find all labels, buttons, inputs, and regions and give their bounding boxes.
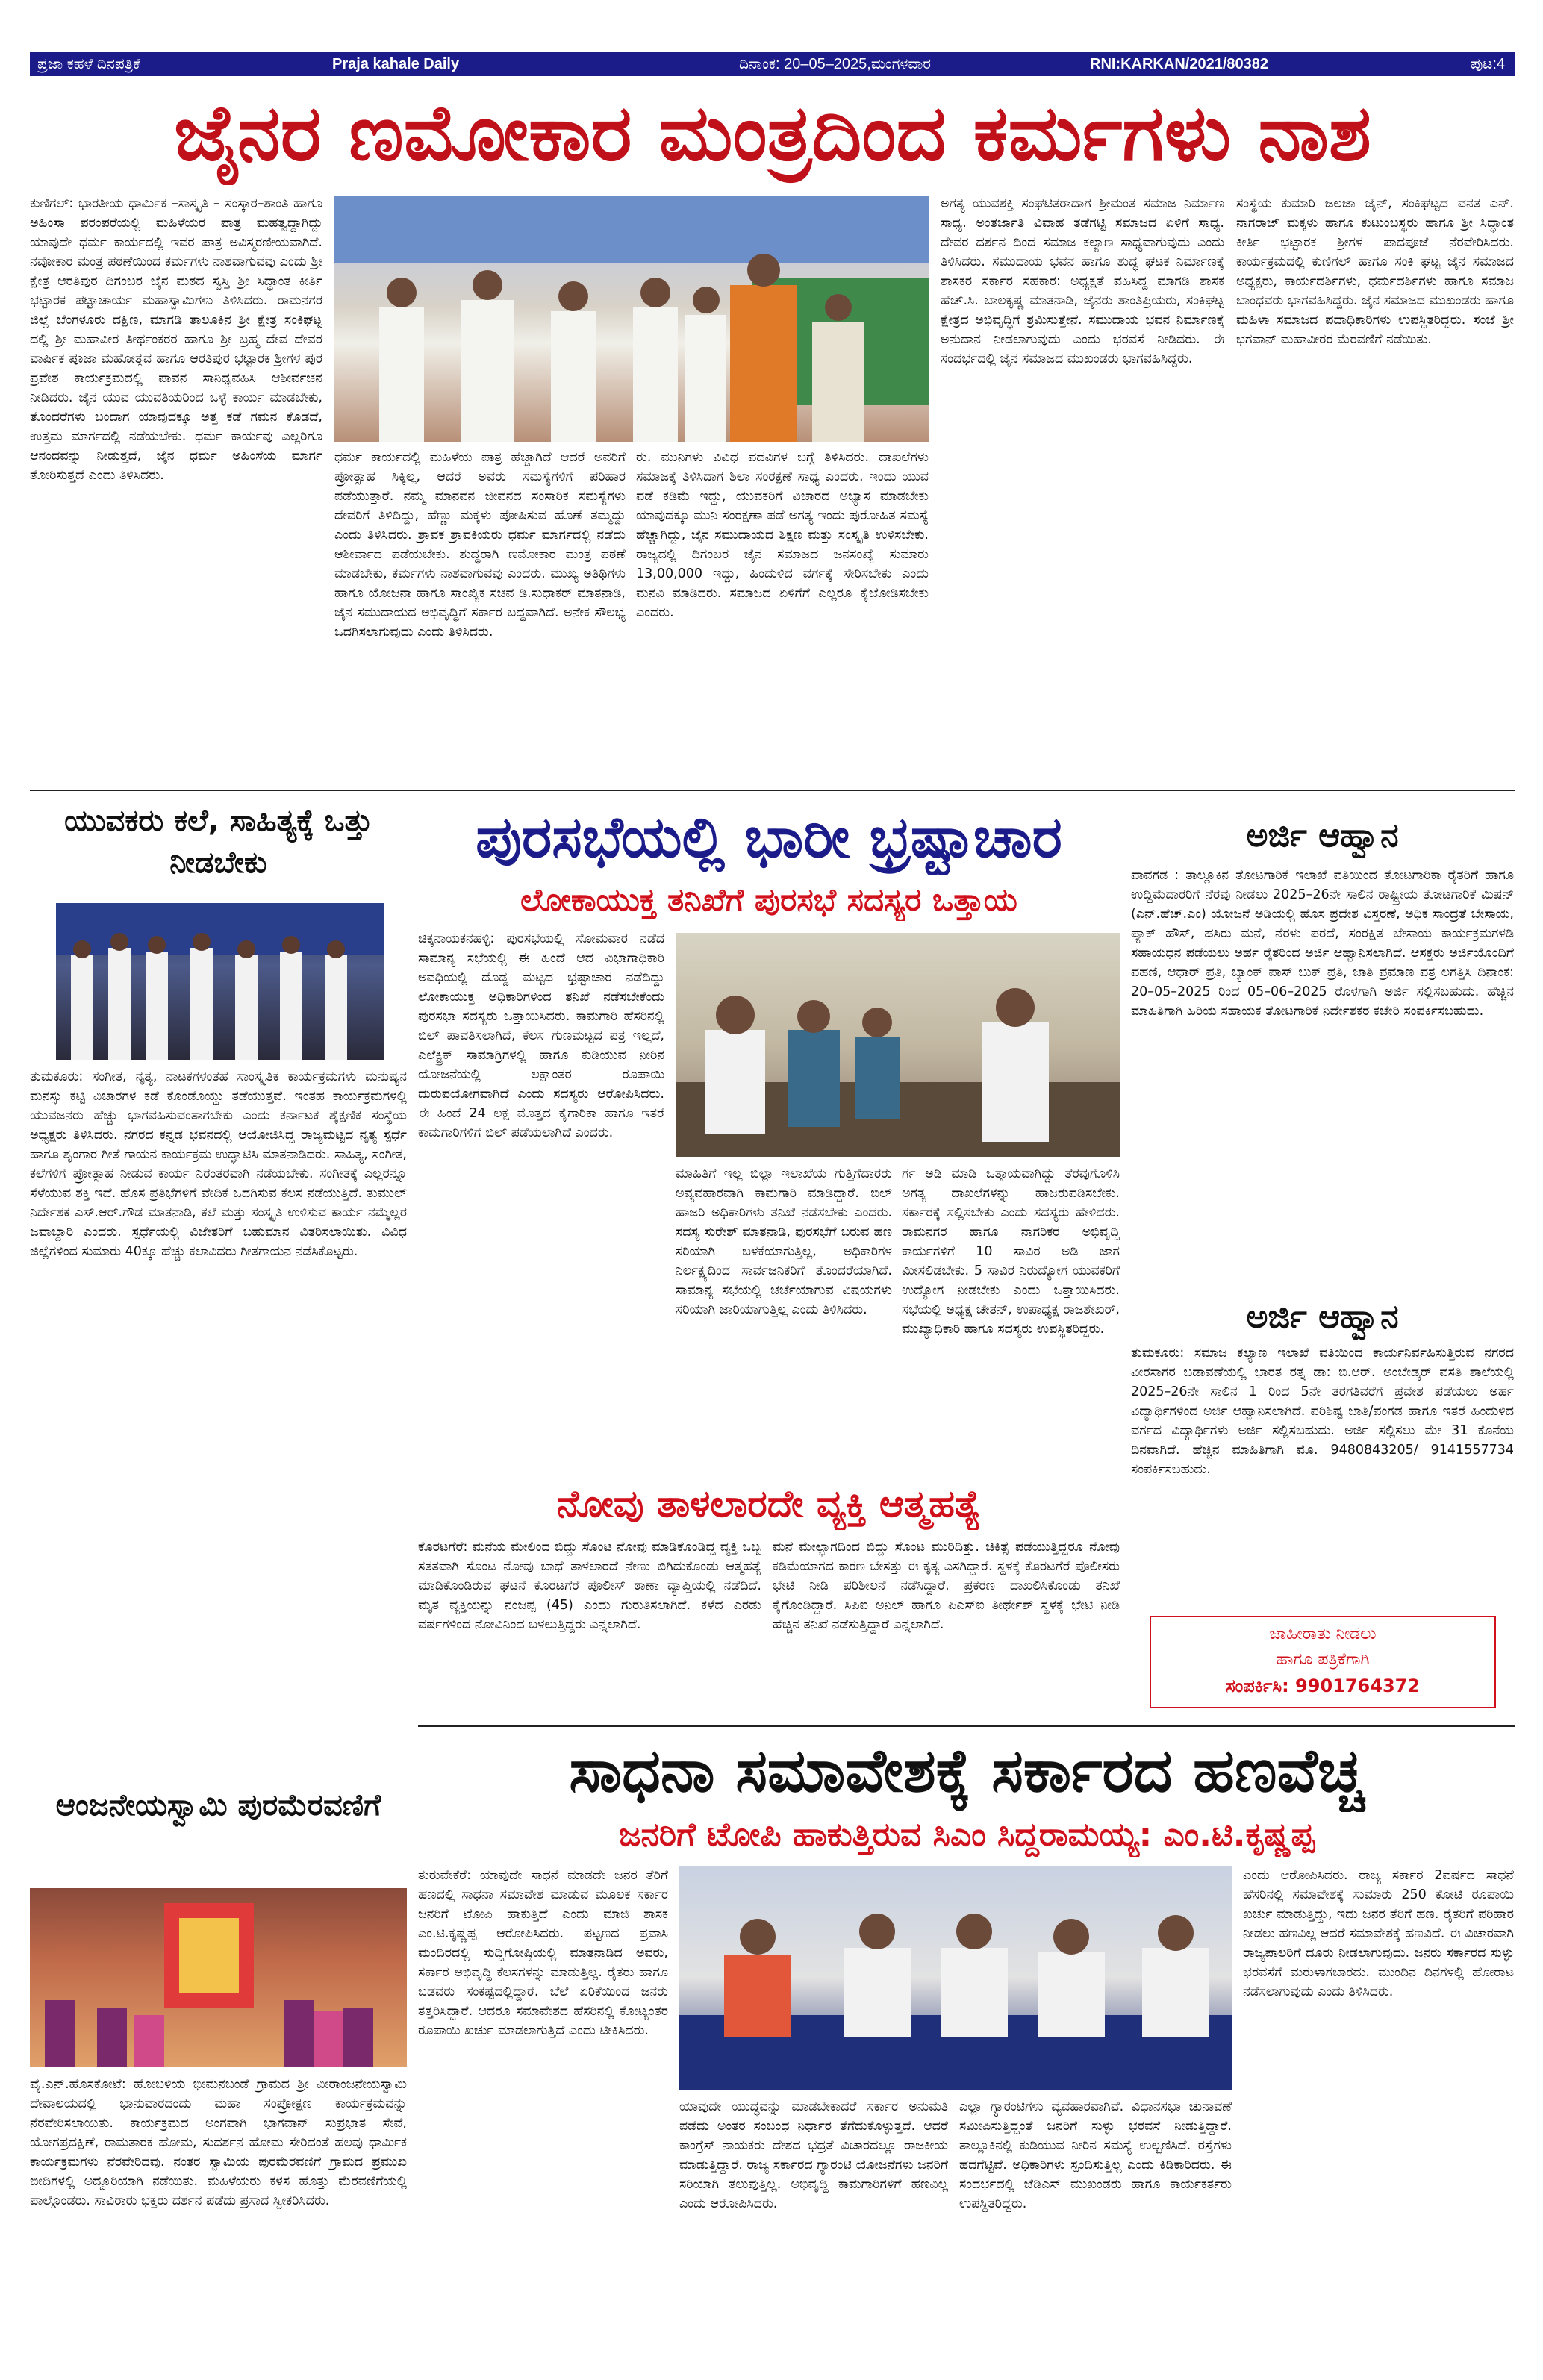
corruption-story-photo bbox=[676, 933, 1120, 1157]
paper-name-kannada: ಪ್ರಜಾ ಕಹಳೆ ದಿನಪತ್ರಿಕೆ bbox=[37, 56, 140, 72]
corruption-story-col2: ಮಾಹಿತಿಗೆ ಇಲ್ಲ ಬಿಲ್ಲಾ ಇಲಾಖೆಯ ಗುತ್ತಿಗೆದಾರರು ಅವ್ಯವಹಾರವಾಗಿ ಕಾಮಗಾರಿ ಮಾಡಿದ್ದಾರೆ. ಬಿಲ್ ಹಾಜರಿ ಅಧಿಕಾರಿಗಳು ತನಿಖೆ ನಡೆಸಬೇಕು ಎಂದರು. ಸದಸ್ಯ ಸುರೇಶ್ ಮಾತನಾಡಿ, ಪುರಸಭೆಗೆ ಬರುವ ಹಣ ಸರಿಯಾಗಿ ಬಳಕೆಯಾಗುತ್ತಿಲ್ಲ, ಅಧಿಕಾರಿಗಳ ನಿರ್ಲಕ್ಷ್ಯದಿಂದ ಸಾರ್ವಜನಿಕರಿಗೆ ತೊಂದರೆಯಾಗಿದೆ. ಸಾಮಾನ್ಯ ಸಭೆಯಲ್ಲಿ ಚರ್ಚೆಯಾಗುವ ವಿಷಯಗಳು ಸರಿಯಾಗಿ ಜಾರಿಯಾಗುತ್ತಿಲ್ಲ ಎಂದು ತಿಳಿಸಿದರು. bbox=[676, 1166, 892, 1317]
page-number: ಪುಟ:4 bbox=[1471, 56, 1506, 72]
main-story-col3: ರು. ಮುನಿಗಳು ವಿವಿಧ ಪದವಿಗಳ ಬಗ್ಗೆ ತಿಳಿಸಿದರು. ದಾಖಲೆಗಳು ಸಮಾಜಕ್ಕೆ ತಿಳಿಸಿದಾಗ ಶಿಲಾ ಸಂರಕ್ಷಣೆ ಸಾಧ್ಯ ಎಂದರು. ಇಂದು ಯುವ ಪಡೆ ಕಡಿಮೆ ಇದ್ದು, ಯುವಕರಿಗೆ ವಿಚಾರದ ಅಭ್ಯಾಸ ಮಾಡಬೇಕು ಯಾವುದಕ್ಕೂ ಮುನಿ ಸಂರಕ್ಷಣಾ ಪಡೆ ಅಗತ್ಯ ಇಂದು ಪುರೋಹಿತ ಸಮಸ್ಯೆ ಹೆಚ್ಚಾಗಿದ್ದು, ಜೈನ ಸಮುದಾಯದ ಶಿಕ್ಷಣ ಮತ್ತು ಸಂಸ್ಕೃತಿ ಉಳಿಸಬೇಕು. ರಾಜ್ಯದಲ್ಲಿ ದಿಗಂಬರ ಜೈನ ಸಮಾಜದ ಜನಸಂಖ್ಯೆ ಸುಮಾರು 13,00,000 ಇದ್ದು, ಹಿಂದುಳಿದ ವರ್ಗಕ್ಕೆ ಸೇರಿಸಬೇಕು ಎಂದು ಮನವಿ ಮಾಡಿದರು. ಸಮಾಜದ ಏಳಿಗೆಗೆ ಎಲ್ಲರೂ ಕೈಜೋಡಿಸಬೇಕು ಎಂದರು. bbox=[636, 450, 929, 620]
notice1-title: ಅರ್ಜಿ ಆಹ್ವಾನ bbox=[1246, 816, 1399, 855]
corruption-story-headline: ಪುರಸಭೆಯಲ್ಲಿ ಭಾರೀ ಭ್ರಷ್ಟಾಚಾರ bbox=[476, 804, 1062, 870]
press-meet-photo-image bbox=[679, 1866, 1232, 2090]
main-headline: ಜೈನರ ಣಮೋಕಾರ ಮಂತ್ರದಿಂದ ಕರ್ಮಗಳು ನಾಶ bbox=[174, 87, 1371, 178]
suicide-story-col2: ಮನೆ ಮೇಲ್ಭಾಗದಿಂದ ಬಿದ್ದು ಸೊಂಟ ಮುರಿದಿತ್ತು. ಚಿಕಿತ್ಸೆ ಪಡೆಯುತ್ತಿದ್ದರೂ ನೋವು ಕಡಿಮೆಯಾಗದ ಕಾರಣ ಬೇಸತ್ತು ಈ ಕೃತ್ಯ ಎಸಗಿದ್ದಾರೆ. ಸ್ಥಳಕ್ಕೆ ಕೊರಟಗೆರೆ ಪೊಲೀಸರು ಭೇಟಿ ನೀಡಿ ಪರಿಶೀಲನೆ ನಡೆಸಿದ್ದಾರೆ. ಪ್ರಕರಣ ದಾಖಲಿಸಿಕೊಂಡು ತನಿಖೆ ಕೈಗೊಂಡಿದ್ದಾರೆ. ಸಿಪಿಐ ಅನಿಲ್ ಹಾಗೂ ಪಿಎಸ್ಐ ತೀರ್ಥೇಶ್ ಸ್ಥಳಕ್ಕೆ ಭೇಟಿ ನೀಡಿ ಹೆಚ್ಚಿನ ತನಿಖೆ ನಡೆಸುತ್ತಿದ್ದಾರೆ ಎನ್ನಲಾಗಿದೆ. bbox=[773, 1540, 1120, 1632]
govt-story-photo bbox=[679, 1866, 1232, 2090]
main-story-photo bbox=[334, 196, 929, 442]
notice2-text: ತುಮಕೂರು: ಸಮಾಜ ಕಲ್ಯಾಣ ಇಲಾಖೆ ವತಿಯಿಂದ ಕಾರ್ಯನಿರ್ವಹಿಸುತ್ತಿರುವ ನಗರದ ವೀರಸಾಗರ ಬಡಾವಣೆಯಲ್ಲಿ ಭಾರತ ರತ್ನ ಡಾ: ಬಿ.ಆರ್. ಅಂಬೇಡ್ಕರ್ ವಸತಿ ಶಾಲೆಯಲ್ಲಿ 2025–26ನೇ ಸಾಲಿನ 1 ರಿಂದ 5ನೇ ತರಗತಿವರೆಗೆ ಪ್ರವೇಶ ಪಡೆಯಲು ಅರ್ಹ ವಿದ್ಯಾರ್ಥಿಗಳಿಂದ ಅರ್ಜಿ ಆಹ್ವಾನಿಸಲಾಗಿದೆ. ಪರಿಶಿಷ್ಟ ಜಾತಿ/ಪಂಗಡ ಹಾಗೂ ಇತರೆ ಹಿಂದುಳಿದ ವರ್ಗದ ವಿದ್ಯಾರ್ಥಿಗಳು ಅರ್ಜಿ ಸಲ್ಲಿಸಬಹುದು. ಅರ್ಜಿ ಸಲ್ಲಿಸಲು ಮೇ 31 ಕೊನೆಯ ದಿನವಾಗಿದೆ. ಹೆಚ್ಚಿನ ಮಾಹಿತಿಗಾಗಿ ಮೊ. 9480843205/ 9141557734 ಸಂಪರ್ಕಿಸಬಹುದು. bbox=[1131, 1346, 1514, 1477]
stage-photo-image bbox=[56, 903, 384, 1060]
anjaneya-story-headline: ಆಂಜನೇಯಸ್ವಾಮಿ ಪುರಮೆರವಣಿಗೆ bbox=[55, 1788, 381, 1823]
corruption-story-subhead: ಲೋಕಾಯುಕ್ತ ತನಿಖೆಗೆ ಪುರಸಭೆ ಸದಸ್ಯರ ಒತ್ತಾಯ bbox=[520, 881, 1017, 918]
youth-story-photo bbox=[56, 903, 384, 1060]
youth-headline-text: ಯುವಕರು ಕಲೆ, ಸಾಹಿತ್ಯಕ್ಕೆ ಒತ್ತು ನೀಡಬೇಕು bbox=[64, 804, 372, 880]
main-story-col2: ಧರ್ಮ ಕಾರ್ಯದಲ್ಲಿ ಮಹಿಳೆಯ ಪಾತ್ರ ಹೆಚ್ಚಾಗಿದೆ ಆದರೆ ಅವರಿಗೆ ಪ್ರೋತ್ಸಾಹ ಸಿಕ್ಕಿಲ್ಲ, ಆದರೆ ಅವರು ಸಮಸ್ಯೆಗಳಿಗೆ ಪರಿಹಾರ ಪಡೆಯುತ್ತಾರೆ. ನಮ್ಮ ಮಾನವನ ಜೀವನದ ಸಂಸಾರಿಕ ಸಮಸ್ಯೆಗಳು ದೇವರಿಗೆ ತಿಳಿದಿದ್ದು, ಹೆಣ್ಣು ಮಕ್ಕಳು ಪೋಷಿಸುವ ಹೊಣೆ ತಮ್ಮದ್ದು ಎಂದು ತಿಳಿಸಿದರು. ಶ್ರಾವಕ ಶ್ರಾವಕಿಯರು ಧರ್ಮ ಮಾರ್ಗದಲ್ಲಿ ನಡೆದು ಆಶೀರ್ವಾದ ಪಡೆಯಬೇಕು. ಶುದ್ಧರಾಗಿ ಣಮೋಕಾರ ಮಂತ್ರ ಪಠಣೆ ಮಾಡಬೇಕು, ಕರ್ಮಗಳು ನಾಶವಾಗುವವು ಎಂದರು. ಮುಖ್ಯ ಅತಿಥಿಗಳು ಹಾಗೂ ಯೋಜನಾ ಹಾಗೂ ಸಾಂಖ್ಯಿಕ ಸಚಿವ ಡಿ.ಸುಧಾಕರ್ ಮಾತನಾಡಿ, ಜೈನ ಸಮುದಾಯದ ಅಭಿವೃದ್ಧಿಗೆ ಸರ್ಕಾರ ಬದ್ಧವಾಗಿದೆ. ಅನೇಕ ಸೌಲಭ್ಯ ಒದಗಿಸಲಾಗುವುದು ಎಂದು ತಿಳಿಸಿದರು. bbox=[334, 450, 626, 640]
paper-name: Praja kahale Daily bbox=[332, 56, 460, 72]
council-meeting-photo-image bbox=[676, 933, 1120, 1157]
govt-story-subhead: ಜನರಿಗೆ ಟೋಪಿ ಹಾಕುತ್ತಿರುವ ಸಿಎಂ ಸಿದ್ದರಾಮಯ್ಯ: ಎಂ.ಟಿ.ಕೃಷ್ಣಪ್ಪ bbox=[618, 1816, 1315, 1854]
main-story-col4: ಅಗತ್ಯ ಯುವಶಕ್ತಿ ಸಂಘಟಿತರಾದಾಗ ಶ್ರೀಮಂತ ಸಮಾಜ ನಿರ್ಮಾಣ ಸಾಧ್ಯ. ಅಂತರ್ಜಾತಿ ವಿವಾಹ ತಡೆಗಟ್ಟಿ ಸಮಾಜದ ಏಳಿಗೆ ಸಾಧ್ಯ. ದೇವರ ದರ್ಶನ ದಿಂದ ಸಮಾಜ ಕಲ್ಯಾಣ ಸಾಧ್ಯವಾಗುವುದು ಎಂದು ತಿಳಿಸಿದರು. ಸಮುದಾಯ ಭವನ ಹಾಗೂ ಶುದ್ಧ ಘಟಕ ನಿರ್ಮಾಣಕ್ಕೆ ಶಾಸಕರ ಸರ್ಕಾರ ಸಹಕಾರ: ಅಧ್ಯಕ್ಷತೆ ವಹಿಸಿದ್ದ ಮಾಗಡಿ ಶಾಸಕ ಹೆಚ್.ಸಿ. ಬಾಲಕೃಷ್ಣ ಮಾತನಾಡಿ, ಜೈನರು ಶಾಂತಿಪ್ರಿಯರು, ಸಂಕಿಘಟ್ಟ ಕ್ಷೇತ್ರದ ಅಭಿವೃದ್ಧಿಗೆ ಶ್ರಮಿಸುತ್ತೇನೆ. ಸಮುದಾಯ ಭವನ ನಿರ್ಮಾಣಕ್ಕೆ ಅನುದಾನ ನೀಡಲಾಗುವುದು ಎಂದು ಭರವಸೆ ನೀಡಿದರು. ಈ ಸಂದರ್ಭದಲ್ಲಿ ಜೈನ ಸಮಾಜದ ಮುಖಂಡರು ಭಾಗವಹಿಸಿದ್ದರು. bbox=[941, 196, 1224, 366]
divider-rule bbox=[30, 790, 1515, 791]
anjaneya-story-photo bbox=[30, 1888, 407, 2067]
corruption-story-col3: ರ್ಗ ಅಡಿ ಮಾಡಿ ಒತ್ತಾಯವಾಗಿದ್ದು ತೆರವುಗೊಳಿಸಿ ಅಗತ್ಯ ದಾಖಲೆಗಳನ್ನು ಹಾಜರುಪಡಿಸಬೇಕು. ಸರ್ಕಾರಕ್ಕೆ ಸಲ್ಲಿಸಬೇಕು ಎಂದು ಸದಸ್ಯರು ಹೇಳಿದರು. ರಾಮನಗರ ಹಾಗೂ ನಾಗರಿಕರ ಅಭಿವೃದ್ಧಿ ಕಾರ್ಯಗಳಿಗೆ 10 ಸಾವಿರ ಅಡಿ ಜಾಗ ಮೀಸಲಿಡಬೇಕು. 5 ಸಾವಿರ ನಿರುದ್ಯೋಗ ಯುವಕರಿಗೆ ಉದ್ಯೋಗ ನೀಡಬೇಕು ಎಂದು ಒತ್ತಾಯಿಸಿದರು. ಸಭೆಯಲ್ಲಿ ಅಧ್ಯಕ್ಷ ಚೇತನ್, ಉಪಾಧ್ಯಕ್ಷ ರಾಜಶೇಖರ್, ಮುಖ್ಯಾಧಿಕಾರಿ ಹಾಗೂ ಸದಸ್ಯರು ಉಪಸ್ಥಿತರಿದ್ದರು. bbox=[902, 1166, 1120, 1337]
issue-date: ದಿನಾಂಕ: 20–05–2025,ಮಂಗಳವಾರ bbox=[739, 56, 931, 72]
notice2-title: ಅರ್ಜಿ ಆಹ್ವಾನ bbox=[1246, 1298, 1399, 1336]
promo-phone: ಸಂಪರ್ಕಿಸಿ: 9901764372 bbox=[1225, 1675, 1421, 1696]
main-story-col5: ಸಂಸ್ಥೆಯ ಕುಮಾರಿ ಜಲಜಾ ಜೈನ್, ಸಂಕಿಘಟ್ಟದ ವನತ ಎನ್. ನಾಗರಾಜ್ ಮಕ್ಕಳು ಹಾಗೂ ಕುಟುಂಬಸ್ಥರು ಹಾಗೂ ಶ್ರೀ ಸಿದ್ಧಾಂತ ಕೀರ್ತಿ ಭಟ್ಟಾರಕ ಶ್ರೀಗಳ ಪಾದಪೂಜೆ ನೆರವೇರಿಸಿದರು. ಕಾರ್ಯಕ್ರಮದಲ್ಲಿ ಕುಣಿಗಲ್ ಹಾಗೂ ಸಂಕಿ ಘಟ್ಟ ಜೈನ ಸಮಾಜದ ಅಧ್ಯಕ್ಷರು, ಕಾರ್ಯದರ್ಶಿಗಳು, ಧರ್ಮದರ್ಶಿಗಳು ಹಾಗೂ ಸಮಾಜ ಬಾಂಧವರು ಭಾಗವಹಿಸಿದ್ದರು. ಜೈನ ಸಮಾಜದ ಮುಖಂಡರು ಹಾಗೂ ಮಹಿಳಾ ಸಮಾಜದ ಪದಾಧಿಕಾರಿಗಳು ಉಪಸ್ಥಿತರಿದ್ದರು. ಸಂಜೆ ಶ್ರೀ ಭಗವಾನ್ ಮಹಾವೀರರ ಮೆರವಣಿಗೆ ನಡೆಯಿತು. bbox=[1236, 196, 1514, 347]
promo-line1: ಜಾಹೀರಾತು ನೀಡಲು bbox=[1269, 1625, 1377, 1643]
suicide-story-col1: ಕೊರಟಗೆರೆ: ಮನೆಯ ಮೇಲಿಂದ ಬಿದ್ದು ಸೊಂಟ ನೋವು ಮಾಡಿಕೊಂಡಿದ್ದ ವ್ಯಕ್ತಿ ಒಬ್ಬ ಸತತವಾಗಿ ಸೊಂಟ ನೋವು ಬಾಧೆ ತಾಳಲಾರದೆ ನೇಣು ಬಿಗಿದುಕೊಂಡು ಆತ್ಮಹತ್ಯೆ ಮಾಡಿಕೊಂಡಿರುವ ಘಟನೆ ಕೊರಟಗೆರೆ ಪೊಲೀಸ್ ಠಾಣಾ ವ್ಯಾಪ್ತಿಯಲ್ಲಿ ನಡೆದಿದೆ. ಮೃತ ವ್ಯಕ್ತಿಯನ್ನು ನಂಜಪ್ಪ (45) ಎಂದು ಗುರುತಿಸಲಾಗಿದೆ. ಕಳೆದ ಎರಡು ವರ್ಷಗಳಿಂದ ನೋವಿನಿಂದ ಬಳಲುತ್ತಿದ್ದರು ಎನ್ನಲಾಗಿದೆ. bbox=[418, 1540, 761, 1632]
govt-story-col2: ಯಾವುದೇ ಯುದ್ಧವನ್ನು ಮಾಡಬೇಕಾದರೆ ಸರ್ಕಾರ ಅನುಮತಿ ಪಡೆದು ಅಂತರ ಸಂಬಂಧ ನಿರ್ಧಾರ ತೆಗೆದುಕೊಳ್ಳುತ್ತದೆ. ಆದರೆ ಕಾಂಗ್ರೆಸ್ ನಾಯಕರು ದೇಶದ ಭದ್ರತೆ ವಿಚಾರದಲ್ಲೂ ರಾಜಕೀಯ ಮಾಡುತ್ತಿದ್ದಾರೆ. ರಾಜ್ಯ ಸರ್ಕಾರದ ಗ್ಯಾರಂಟಿ ಯೋಜನೆಗಳು ಜನರಿಗೆ ಸರಿಯಾಗಿ ತಲುಪುತ್ತಿಲ್ಲ. ಅಭಿವೃದ್ಧಿ ಕಾಮಗಾರಿಗಳಿಗೆ ಹಣವಿಲ್ಲ ಎಂದು ಆರೋಪಿಸಿದರು. bbox=[679, 2099, 948, 2211]
govt-story-col1: ತುರುವೇಕೆರೆ: ಯಾವುದೇ ಸಾಧನೆ ಮಾಡದೇ ಜನರ ತೆರಿಗೆ ಹಣದಲ್ಲಿ ಸಾಧನಾ ಸಮಾವೇಶ ಮಾಡುವ ಮೂಲಕ ಸರ್ಕಾರ ಜನರಿಗೆ ಟೋಪಿ ಹಾಕುತ್ತಿದೆ ಎಂದು ಮಾಜಿ ಶಾಸಕ ಎಂ.ಟಿ.ಕೃಷ್ಣಪ್ಪ ಆರೋಪಿಸಿದರು. ಪಟ್ಟಣದ ಪ್ರವಾಸಿ ಮಂದಿರದಲ್ಲಿ ಸುದ್ದಿಗೋಷ್ಠಿಯಲ್ಲಿ ಮಾತನಾಡಿದ ಅವರು, ಸರ್ಕಾರ ಅಭಿವೃದ್ಧಿ ಕೆಲಸಗಳನ್ನು ಮಾಡುತ್ತಿಲ್ಲ. ರೈತರು ಹಾಗೂ ಬಡವರು ಸಂಕಷ್ಟದಲ್ಲಿದ್ದಾರೆ. ಬೆಲೆ ಏರಿಕೆಯಿಂದ ಜನರು ತತ್ತರಿಸಿದ್ದಾರೆ. ಆದರೂ ಸಮಾವೇಶದ ಹೆಸರಿನಲ್ಲಿ ಕೋಟ್ಯಂತರ ರೂಪಾಯಿ ಖರ್ಚು ಮಾಡಲಾಗುತ್ತಿದೆ ಎಂದು ಟೀಕಿಸಿದರು. bbox=[418, 1868, 668, 2038]
main-story-col1: ಕುಣಿಗಲ್: ಭಾರತೀಯ ಧಾರ್ಮಿಕ –ಸಾಸ್ಕೃತಿ – ಸಂಸ್ಕಾರ–ಶಾಂತಿ ಹಾಗೂ ಅಹಿಂಸಾ ಪರಂಪರೆಯಲ್ಲಿ ಮಹಿಳೆಯರ ಪಾತ್ರ ಮಹತ್ವದ್ದಾಗಿದ್ದು ಯಾವುದೇ ಧರ್ಮ ಕಾರ್ಯದಲ್ಲಿ ಇವರ ಪಾತ್ರ ಅವಿಸ್ಮರಣೀಯವಾಗಿದೆ. ನವೋಕಾರ ಮಂತ್ರ ಪಠಣೆಯಿಂದ ಕರ್ಮಗಳು ನಾಶವಾಗುವವು ಎಂದು ಶ್ರೀ ಕ್ಷೇತ್ರ ಆರತಿಪುರ ದಿಗಂಬರ ಜೈನ ಮಠದ ಸ್ವಸ್ತಿ ಶ್ರೀ ಸಿದ್ಧಾಂತ ಕೀರ್ತಿ ಭಟ್ಟಾರಕ ಪಟ್ಟಾಚಾರ್ಯ ಮಹಾಸ್ವಾಮಿಗಳು ತಿಳಿಸಿದರು. ರಾಮನಗರ ಜಿಲ್ಲೆ ಬೆಂಗಳೂರು ದಕ್ಷಿಣ, ಮಾಗಡಿ ತಾಲೂಕಿನ ಶ್ರೀ ಕ್ಷೇತ್ರ ಸಂಕಿಘಟ್ಟ ದಲ್ಲಿ ಶ್ರೀ ಮಹಾವೀರ ತೀರ್ಥಂಕರರ ಹಾಗೂ ಶ್ರೀ ಬ್ರಹ್ಮ ದೇವ ದೇವರ ವಾರ್ಷಿಕ ಪೂಜಾ ಮಹೋತ್ಸವ ಹಾಗೂ ಆರತಿಪುರ ಭಟ್ಟಾರಕ ಶ್ರೀಗಳ ಪುರ ಪ್ರವೇಶ ಕಾರ್ಯಕ್ರಮದಲ್ಲಿ ಪಾವನ ಸಾನಿಧ್ಯವಹಿಸಿ ಆಶೀರ್ವಚನ ನೀಡಿದರು. ಜೈನ ಯುವ ಯುವತಿಯರಿಂದ ಒಳ್ಳೆ ಕಾರ್ಯ ಮಾಡಬೇಕು, ತೊಂದರೆಗಳು ಬಂದಾಗ ಯಾವುದಕ್ಕೂ ಅತ್ತ ಕಡೆ ಗಮನ ಕೊಡದೆ, ಉತ್ತಮ ಮಾರ್ಗದಲ್ಲಿ ನಡೆಯಬೇಕು. ಧರ್ಮ ಕಾರ್ಯವು ಎಲ್ಲರಿಗೂ ಆನಂದವನ್ನು ನೀಡುತ್ತದೆ, ಜೈನ ಧರ್ಮ ಅಹಿಂಸೆಯ ಮಾರ್ಗ ತೋರಿಸುತ್ತದೆ ಎಂದು ತಿಳಿಸಿದರು. bbox=[30, 196, 322, 483]
corruption-story-col1: ಚಿಕ್ಕನಾಯಕನಹಳ್ಳಿ: ಪುರಸಭೆಯಲ್ಲಿ ಸೋಮವಾರ ನಡೆದ ಸಾಮಾನ್ಯ ಸಭೆಯಲ್ಲಿ ಈ ಹಿಂದೆ ಆದ ವಿಭಾಗಾಧಿಕಾರಿ ಅವಧಿಯಲ್ಲಿ ದೊಡ್ಡ ಮಟ್ಟದ ಭ್ರಷ್ಟಾಚಾರ ನಡೆದಿದ್ದು ಲೋಕಾಯುಕ್ತ ಅಧಿಕಾರಿಗಳಿಂದ ತನಿಖೆ ನಡೆಸಬೇಕೆಂದು ಪುರಸಭಾ ಸದಸ್ಯರು ಒತ್ತಾಯಿಸಿದರು. ಕಾಮಗಾರಿ ಹೆಸರಿನಲ್ಲಿ ಬಿಲ್ ಪಾವತಿಸಲಾಗಿದೆ, ಕೆಲಸ ಗುಣಮಟ್ಟದ ಪತ್ರ ಇಲ್ಲದೆ, ಎಲೆಕ್ಟ್ರಿಕ್ ಸಾಮಾಗ್ರಿಗಳಲ್ಲಿ ಹಾಗೂ ಕುಡಿಯುವ ನೀರಿನ ಯೋಜನೆಯಲ್ಲಿ ಲಕ್ಷಾಂತರ ರೂಪಾಯಿ ದುರುಪಯೋಗವಾಗಿದೆ ಎಂದು ಸದಸ್ಯರು ಆರೋಪಿಸಿದರು. ಈ ಹಿಂದೆ 24 ಲಕ್ಷ ಮೊತ್ತದ ಕೈಗಾರಿಕಾ ಹಾಗೂ ಇತರೆ ಕಾಮಗಾರಿಗಳಿಗೆ ಬಿಲ್ ಪಡೆಯಲಾಗಿದೆ ಎಂದರು. bbox=[418, 931, 664, 1140]
govt-story-col3: ಎಲ್ಲಾ ಗ್ಯಾರಂಟಿಗಳು ವ್ಯವಹಾರವಾಗಿವೆ. ವಿಧಾನಸಭಾ ಚುನಾವಣೆ ಸಮೀಪಿಸುತ್ತಿದ್ದಂತೆ ಜನರಿಗೆ ಸುಳ್ಳು ಭರವಸೆ ನೀಡುತ್ತಿದ್ದಾರೆ. ತಾಲ್ಲೂಕಿನಲ್ಲಿ ಕುಡಿಯುವ ನೀರಿನ ಸಮಸ್ಯೆ ಉಲ್ಬಣಿಸಿದೆ. ರಸ್ತೆಗಳು ಹದಗೆಟ್ಟಿವೆ. ಅಧಿಕಾರಿಗಳು ಸ್ಪಂದಿಸುತ್ತಿಲ್ಲ ಎಂದು ಕಿಡಿಕಾರಿದರು. ಈ ಸಂದರ್ಭದಲ್ಲಿ ಜೆಡಿಎಸ್ ಮುಖಂಡರು ಹಾಗೂ ಕಾರ್ಯಕರ್ತರು ಉಪಸ್ಥಿತರಿದ್ದರು. bbox=[959, 2099, 1232, 2211]
youth-story-headline bbox=[30, 800, 407, 884]
procession-photo-image bbox=[30, 1888, 407, 2067]
anjaneya-story-text: ವೈ.ಎನ್.ಹೊಸಕೋಟೆ: ಹೋಬಳಿಯ ಭೀಮನಬಂಡೆ ಗ್ರಾಮದ ಶ್ರೀ ವೀರಾಂಜನೇಯಸ್ವಾಮಿ ದೇವಾಲಯದಲ್ಲಿ ಭಾನುವಾರದಂದು ಮಹಾ ಸಂಪ್ರೋಕ್ಷಣ ಕಾರ್ಯಕ್ರಮವನ್ನು ನೆರವೇರಿಸಲಾಯಿತು. ಕಾರ್ಯಕ್ರಮದ ಅಂಗವಾಗಿ ಭಾಗವಾನ್ ಸುಪ್ರಭಾತ ಸೇವೆ, ಯೋಗಪ್ರದಕ್ಷಿಣೆ, ರಾಮತಾರಕ ಹೋಮ, ಸುದರ್ಶನ ಹೋಮ ಸೇರಿದಂತೆ ಹಲವು ಧಾರ್ಮಿಕ ಕಾರ್ಯಕ್ರಮಗಳು ನೆರವೇರಿದವು. ನಂತರ ಸ್ವಾಮಿಯ ಪುರಮೆರವಣಿಗೆ ಗ್ರಾಮದ ಪ್ರಮುಖ ಬೀದಿಗಳಲ್ಲಿ ಅದ್ದೂರಿಯಾಗಿ ನಡೆಯಿತು. ಮಹಿಳೆಯರು ಕಳಸ ಹೊತ್ತು ಮೆರವಣಿಗೆಯಲ್ಲಿ ಪಾಲ್ಗೊಂಡರು. ಸಾವಿರಾರು ಭಕ್ತರು ದರ್ಶನ ಪಡೆದು ಪ್ರಸಾದ ಸ್ವೀಕರಿಸಿದರು. bbox=[30, 2077, 407, 2208]
suicide-story-headline: ನೋವು ತಾಳಲಾರದೇ ವ್ಯಕ್ತಿ ಆತ್ಮಹತ್ಯೆ bbox=[556, 1482, 982, 1525]
notice1-text: ಪಾವಗಡ : ತಾಲ್ಲೂಕಿನ ತೋಟಗಾರಿಕೆ ಇಲಾಖೆ ವತಿಯಿಂದ ತೋಟಗಾರಿಕಾ ರೈತರಿಗೆ ಹಾಗೂ ಉದ್ದಿಮೆದಾರರಿಗೆ ನೆರವು ನೀಡಲು 2025–26ನೇ ಸಾಲಿನ ರಾಷ್ಟ್ರೀಯ ತೋಟಗಾರಿಕೆ ಮಿಷನ್ (ಎನ್.ಹೆಚ್.ಎಂ) ಯೋಜನೆ ಅಡಿಯಲ್ಲಿ ಹೊಸ ಪ್ರದೇಶ ವಿಸ್ತರಣೆ, ಅಧಿಕ ಸಾಂದ್ರತೆ ಬೇಸಾಯ, ಪ್ಯಾಕ್ ಹೌಸ್, ಹಸಿರು ಮನೆ, ನೆರಳು ಪರದೆ, ಸಂರಕ್ಷಿತ ಬೇಸಾಯ ಕಾರ್ಯಕ್ರಮಗಳಡಿ ಸಹಾಯಧನ ಪಡೆಯಲು ಅರ್ಹ ರೈತರಿಂದ ಅರ್ಜಿ ಆಹ್ವಾನಿಸಲಾಗಿದೆ. ಆಸಕ್ತರು ಅರ್ಜಿಯೊಂದಿಗೆ ಪಹಣಿ, ಆಧಾರ್ ಪ್ರತಿ, ಬ್ಯಾಂಕ್ ಪಾಸ್ ಬುಕ್ ಪ್ರತಿ, ಜಾತಿ ಪ್ರಮಾಣ ಪತ್ರ ಲಗತ್ತಿಸಿ ದಿನಾಂಕ: 20–05–2025 ರಿಂದ 05–06–2025 ರೊಳಗಾಗಿ ಅರ್ಜಿ ಸಲ್ಲಿಸಬಹುದು. ಹೆಚ್ಚಿನ ಮಾಹಿತಿಗಾಗಿ ಹಿರಿಯ ಸಹಾಯಕ ತೋಟಗಾರಿಕೆ ನಿರ್ದೇಶಕರ ಕಚೇರಿ ಸಂಪರ್ಕಿಸಬಹುದು. bbox=[1131, 868, 1514, 1019]
youth-story-text: ತುಮಕೂರು: ಸಂಗೀತ, ನೃತ್ಯ, ನಾಟಕಗಳಂತಹ ಸಾಂಸ್ಕೃತಿಕ ಕಾರ್ಯಕ್ರಮಗಳು ಮನುಷ್ಯನ ಮನಸ್ಸು ಕಟ್ಟಿ ವಿಚಾರಗಳ ಕಡೆ ಕೊಂಡೊಯ್ದು ತಡೆಯುತ್ತವೆ. ಇಂತಹ ಕಾರ್ಯಕ್ರಮಗಳಲ್ಲಿ ಯುವಜನರು ಹೆಚ್ಚು ಭಾಗವಹಿಸುವಂತಾಗಬೇಕು ಎಂದು ಕರ್ನಾಟಕ ಶೈಕ್ಷಣಿಕ ಸಂಸ್ಥೆಯ ಅಧ್ಯಕ್ಷರು ತಿಳಿಸಿದರು. ನಗರದ ಕನ್ನಡ ಭವನದಲ್ಲಿ ಆಯೋಜಿಸಿದ್ದ ರಾಜ್ಯಮಟ್ಟದ ನೃತ್ಯ ಸ್ಪರ್ಧೆ ಹಾಗೂ ಶೃಂಗಾರ ಗೀತೆ ಗಾಯನ ಕಾರ್ಯಕ್ರಮ ಉದ್ಘಾಟಿಸಿ ಮಾತನಾಡಿದರು. ಸಾಹಿತ್ಯ, ಸಂಗೀತ, ಕಲೆಗಳಿಗೆ ಪ್ರೋತ್ಸಾಹ ನೀಡುವ ಕಾರ್ಯ ನಿರಂತರವಾಗಿ ನಡೆಯಬೇಕು. ಸಂಗೀತಕ್ಕೆ ಎಲ್ಲರನ್ನೂ ಸೆಳೆಯುವ ಶಕ್ತಿ ಇದೆ. ಹೊಸ ಪ್ರತಿಭೆಗಳಿಗೆ ವೇದಿಕೆ ಒದಗಿಸುವ ಕೆಲಸ ನಡೆಯುತ್ತಿದೆ. ತುಮುಲ್ ನಿರ್ದೇಶಕ ಎಸ್.ಆರ್.ಗೌಡ ಮಾತನಾಡಿ, ಕಲೆ ಮತ್ತು ಸಂಸ್ಕೃತಿ ಉಳಿಸುವ ಕಾರ್ಯ ನಮ್ಮೆಲ್ಲರ ಜವಾಬ್ದಾರಿ ಎಂದರು. ಸ್ಪರ್ಧೆಯಲ್ಲಿ ವಿಜೇತರಿಗೆ ಬಹುಮಾನ ವಿತರಿಸಲಾಯಿತು. ವಿವಿಧ ಜಿಲ್ಲೆಗಳಿಂದ ಸುಮಾರು 40ಕ್ಕೂ ಹೆಚ್ಚು ಕಲಾವಿದರು ಗೀತಗಾಯನ ನಡೆಸಿಕೊಟ್ಟರು. bbox=[30, 1069, 407, 1259]
promo-line2: ಹಾಗೂ ಪತ್ರಿಕೆಗಾಗಿ bbox=[1276, 1650, 1370, 1669]
advert-contact-box bbox=[1150, 1616, 1496, 1708]
rni-number: RNI:KARKAN/2021/80382 bbox=[1090, 56, 1268, 72]
govt-story-headline: ಸಾಧನಾ ಸಮಾವೇಶಕ್ಕೆ ಸರ್ಕಾರದ ಹಣವೆಚ್ಚ bbox=[569, 1736, 1365, 1805]
masthead-bar bbox=[30, 52, 1515, 76]
divider-rule-2 bbox=[418, 1725, 1515, 1727]
govt-story-col4: ಎಂದು ಆರೋಪಿಸಿದರು. ರಾಜ್ಯ ಸರ್ಕಾರ 2ವರ್ಷದ ಸಾಧನೆ ಹೆಸರಿನಲ್ಲಿ ಸಮಾವೇಶಕ್ಕೆ ಸುಮಾರು 250 ಕೋಟಿ ರೂಪಾಯಿ ಖರ್ಚು ಮಾಡುತ್ತಿದ್ದು, ಇದು ಜನರ ತೆರಿಗೆ ಹಣ. ರೈತರಿಗೆ ಪರಿಹಾರ ನೀಡಲು ಹಣವಿಲ್ಲ ಆದರೆ ಸಮಾವೇಶಕ್ಕೆ ಹಣವಿದೆ. ಈ ವಿಚಾರವಾಗಿ ರಾಜ್ಯಪಾಲರಿಗೆ ದೂರು ನೀಡಲಾಗುವುದು. ಜನರು ಸರ್ಕಾರದ ಸುಳ್ಳು ಭರವಸೆಗೆ ಮರುಳಾಗಬಾರದು. ಮುಂದಿನ ದಿನಗಳಲ್ಲಿ ಹೋರಾಟ ನಡೆಸಲಾಗುವುದು ಎಂದು ತಿಳಿಸಿದರು. bbox=[1243, 1868, 1514, 1999]
ceremony-photo-image bbox=[334, 196, 929, 442]
